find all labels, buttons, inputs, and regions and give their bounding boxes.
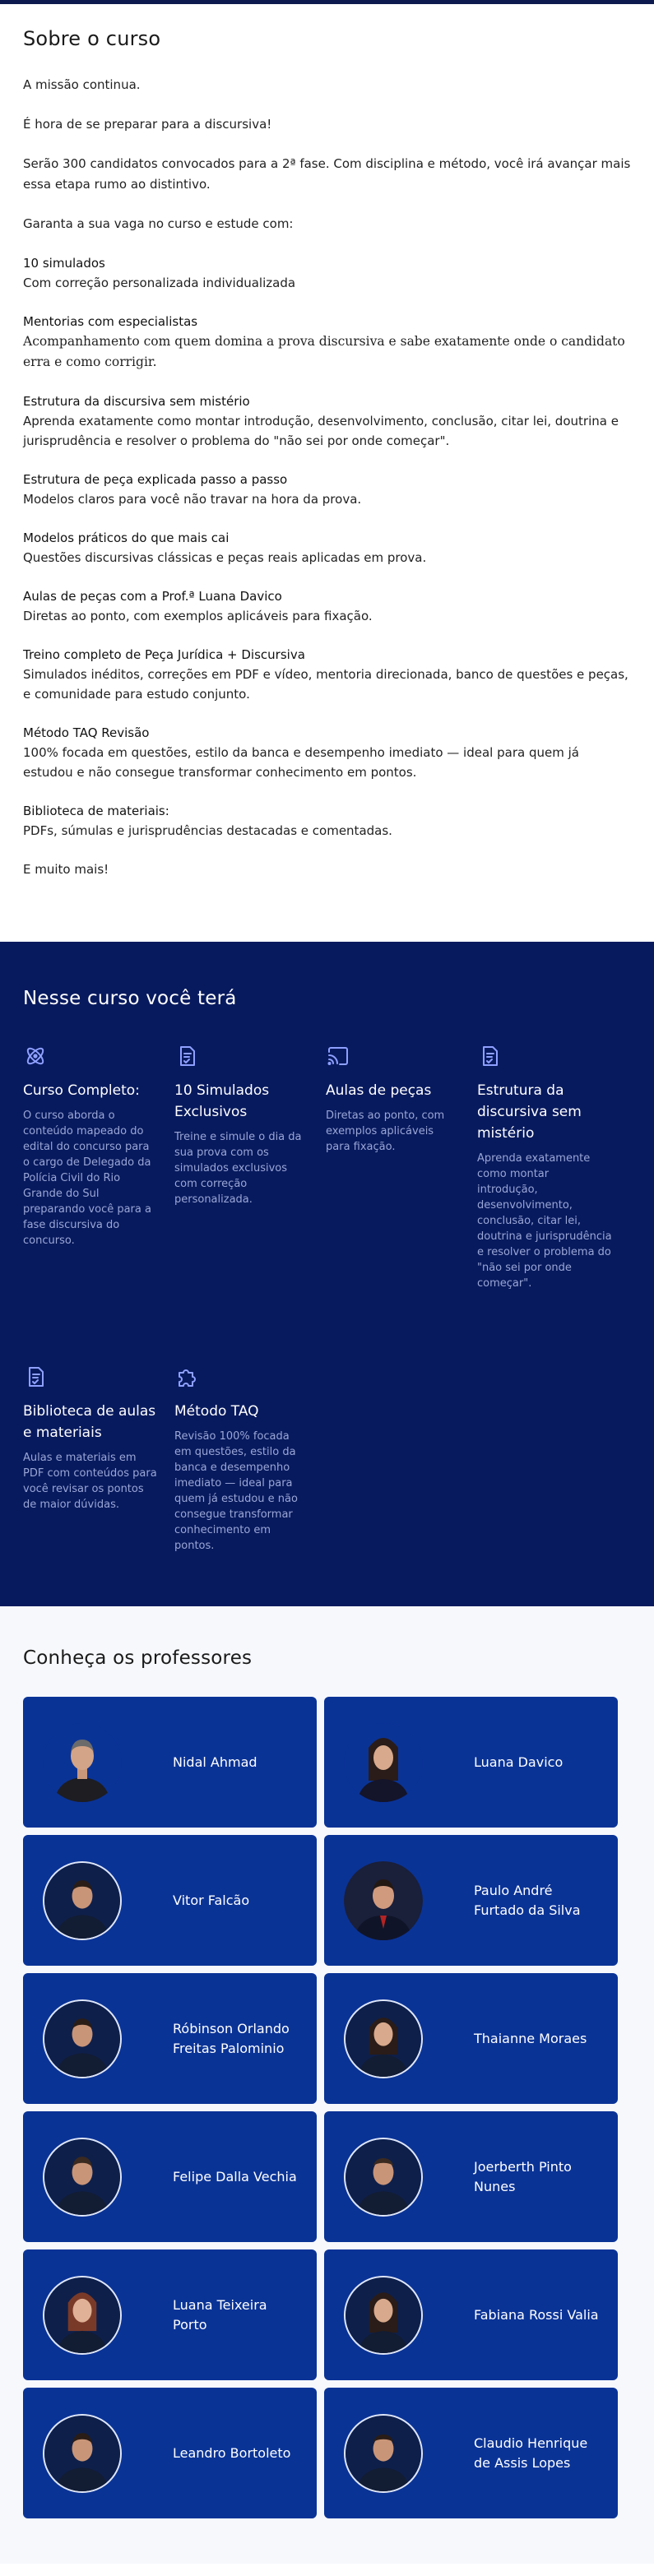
professor-avatar	[43, 2138, 122, 2217]
puzzle-icon	[174, 1364, 199, 1389]
professor-name: Claudio Henrique de Assis Lopes	[474, 2435, 588, 2471]
professor-card[interactable]	[324, 1973, 618, 2104]
course-card-title: Aulas de peças	[326, 1082, 432, 1099]
feature-description: PDFs, súmulas e jurisprudências destacadas e comentadas.	[23, 823, 392, 838]
about-paragraph: Garanta a sua vaga no curso e estude com:	[23, 216, 294, 231]
atom-icon	[23, 1044, 48, 1068]
feature-title: Método TAQ Revisão	[23, 725, 150, 740]
about-feature	[23, 470, 631, 509]
course-card	[477, 1044, 612, 1364]
course-features-section	[0, 942, 654, 1606]
professor-card[interactable]	[23, 1835, 317, 1966]
course-card-description: Aprenda exatamente como montar introdução, desenvolvimento, conclusão, citar lei, doutrina e jurisprudência e resolver o problema do "não sei por onde começar".	[477, 1152, 612, 1290]
professor-card[interactable]	[23, 2388, 317, 2518]
course-card	[23, 1364, 158, 1685]
professor-avatar	[344, 1861, 423, 1940]
about-feature	[23, 312, 631, 373]
cast-icon	[326, 1044, 350, 1068]
course-card-description: Aulas e materiais em PDF com conteúdos para você revisar os pontos de maior dúvidas.	[23, 1452, 157, 1511]
feature-description: Com correção personalizada individualizada	[23, 276, 296, 290]
about-feature	[23, 801, 631, 841]
professor-avatar	[344, 2276, 423, 2355]
professor-card[interactable]	[324, 2111, 618, 2242]
professor-name: Felipe Dalla Vechia	[173, 2168, 297, 2185]
professor-name: Vitor Falcão	[173, 1892, 250, 1908]
about-feature	[23, 528, 631, 568]
course-card-title: Curso Completo:	[23, 1082, 140, 1099]
about-feature	[23, 253, 631, 293]
professors-grid	[23, 1697, 631, 2518]
document-check-icon	[23, 1364, 48, 1389]
feature-description: Modelos claros para você não travar na hora da prova.	[23, 492, 362, 507]
professor-avatar	[344, 2414, 423, 2493]
about-feature	[23, 586, 631, 626]
professor-card[interactable]	[324, 2388, 618, 2518]
professor-name: Fabiana Rossi Valia	[474, 2306, 599, 2323]
course-card-title: Método TAQ	[174, 1403, 259, 1420]
feature-title: Modelos práticos do que mais cai	[23, 530, 230, 545]
document-check-icon	[174, 1044, 199, 1068]
professor-card[interactable]	[324, 2249, 618, 2380]
feature-description: Questões discursivas clássicas e peças reais aplicadas em prova.	[23, 550, 427, 565]
feature-description: Aprenda exatamente como montar introdução, desenvolvimento, conclusão, citar lei, doutrina e jurisprudência e resolver o problema do "não sei por onde começar".	[23, 414, 619, 448]
professor-name: Nidal Ahmad	[173, 1754, 257, 1770]
professor-avatar	[43, 1861, 122, 1940]
professor-avatar	[43, 2414, 122, 2493]
course-section-title: Nesse curso você terá	[23, 988, 237, 1009]
course-card-description: Revisão 100% focada em questões, estilo da banca e desempenho imediato — ideal para quem já estudou e não consegue transformar conhecimento em pontos.	[174, 1430, 298, 1552]
professor-card[interactable]	[23, 1697, 317, 1828]
professor-avatar	[344, 2138, 423, 2217]
about-title: Sobre o curso	[23, 27, 161, 50]
professor-name: Róbinson Orlando Freitas Palominio	[173, 2020, 290, 2056]
professor-card[interactable]	[324, 1697, 618, 1828]
feature-title: Estrutura de peça explicada passo a passo	[23, 472, 288, 487]
course-cards-grid	[23, 1044, 631, 1685]
course-card-description: O curso aborda o conteúdo mapeado do edital do concurso para o cargo de Delegado da Polícia Civil do Rio Grande do Sul preparando você para a fase discursiva do concurso.	[23, 1110, 151, 1247]
feature-description: Simulados inéditos, correções em PDF e vídeo, mentoria direcionada, banco de questões e peças, e comunidade para estudo conjunto.	[23, 667, 628, 702]
professor-name: Paulo André Furtado da Silva	[474, 1882, 581, 1918]
course-card	[23, 1044, 158, 1364]
about-closing: E muito mais!	[23, 862, 109, 877]
course-card-description: Treine e simule o dia da sua prova com os simulados exclusivos com correção personalizada.	[174, 1131, 302, 1206]
about-feature	[23, 645, 631, 704]
professors-section	[0, 1606, 654, 2564]
about-paragraph: A missão continua.	[23, 77, 141, 92]
professor-avatar	[43, 1999, 122, 2078]
professor-card[interactable]	[324, 1835, 618, 1966]
course-card-description: Diretas ao ponto, com exemplos aplicáveis para fixação.	[326, 1110, 445, 1153]
professor-card[interactable]	[23, 2111, 317, 2242]
feature-title: Aulas de peças com a Prof.ª Luana Davico	[23, 589, 282, 604]
professors-title: Conheça os professores	[23, 1647, 253, 1669]
professor-card[interactable]	[23, 2249, 317, 2380]
about-paragraph: É hora de se preparar para a discursiva!	[23, 117, 272, 132]
professor-name: Joerberth Pinto Nunes	[474, 2158, 572, 2194]
document-check-icon	[477, 1044, 502, 1068]
about-paragraph: Serão 300 candidatos convocados para a 2ª fase. Com disciplina e método, você irá avançar mais essa etapa rumo ao distintivo.	[23, 156, 631, 192]
feature-title: Estrutura da discursiva sem mistério	[23, 394, 250, 409]
feature-description: Diretas ao ponto, com exemplos aplicáveis para fixação.	[23, 609, 373, 623]
feature-title: Mentorias com especialistas	[23, 314, 198, 329]
about-feature	[23, 723, 631, 782]
course-card	[174, 1044, 309, 1364]
professor-avatar	[344, 1999, 423, 2078]
course-card-title: Biblioteca de aulas e materiais	[23, 1403, 156, 1441]
feature-description: Acompanhamento com quem domina a prova discursiva e sabe exatamente onde o candidato erra e como corrigir.	[23, 334, 625, 369]
feature-description: 100% focada em questões, estilo da banca e desempenho imediato — ideal para quem já estudou e não consegue transformar conhecimento em pontos.	[23, 745, 579, 780]
course-card-title: Estrutura da discursiva sem mistério	[477, 1082, 582, 1142]
course-card-title: 10 Simulados Exclusivos	[174, 1082, 270, 1120]
professor-name: Luana Davico	[474, 1754, 564, 1770]
course-card	[174, 1364, 309, 1685]
professor-name: Thaianne Moraes	[474, 2030, 587, 2046]
professor-avatar	[43, 2276, 122, 2355]
about-section	[0, 4, 654, 942]
professor-name: Leandro Bortoleto	[173, 2444, 291, 2461]
about-feature	[23, 391, 631, 451]
professor-avatar	[344, 1723, 423, 1802]
feature-title: Treino completo de Peça Jurídica + Discursiva	[23, 647, 305, 662]
professor-card[interactable]	[23, 1973, 317, 2104]
feature-title: Biblioteca de materiais:	[23, 804, 169, 818]
professor-avatar	[43, 1723, 122, 1802]
feature-title: 10 simulados	[23, 256, 105, 271]
professor-name: Luana Teixeira Porto	[173, 2296, 267, 2333]
course-card	[326, 1044, 461, 1364]
